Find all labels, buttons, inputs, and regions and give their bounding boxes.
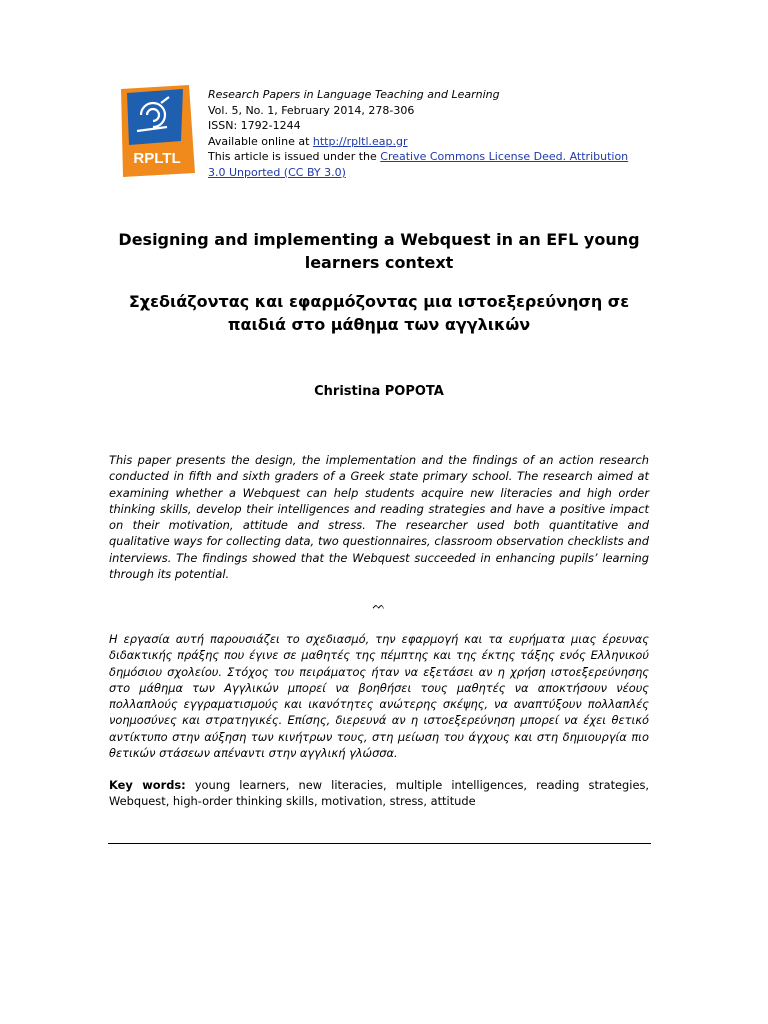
journal-name: Research Papers in Language Teaching and Learning (208, 88, 500, 101)
keywords-label: Key words: (109, 778, 186, 792)
abstract-english: This paper presents the design, the implementation and the findings of an action research conducted in fifth and sixth graders of a Greek state primary school. The research aimed at examining whether a Webquest can help students acquire new literacies and high order thinking skills, develop their intelligences and reading strategies and have a positive impact on their motivation, attitude and stress. The researcher used both quantitative and qualitative ways for collecting data, two questionnaires, classroom observation checklists and interviews. The findings showed that the Webquest succeeded in enhancing pupils’ learning through its potential. (109, 453, 649, 582)
ornament-separator-icon: ᨓ (372, 599, 386, 612)
logo-text: RPLTL (133, 150, 181, 167)
keywords-text: young learners, new literacies, multiple intelligences, reading strategies, Webquest, high-order thinking skills, motivation, stress, attitude (109, 778, 650, 809)
license-prefix: This article is issued under the (208, 150, 381, 163)
author-name: Christina POPOTA (314, 384, 444, 399)
keywords (109, 777, 649, 810)
abstract-greek: Η εργασία αυτή παρουσιάζει το σχεδιασμό, την εφαρμογή και τα ευρήματα μιας έρευνας διδακτικής πράξης που έγινε σε μαθητές της πέμπτης και της έκτης τάξης ενός Ελληνικού δημόσιου σχολείου. Στόχος του πειράματος ήταν να εξετάσει αν η χρήση ιστοεξερεύνησης στο μάθημα των Αγγλικών μπορεί να βοηθήσει τους μαθητές να αποκτήσουν νέους πολλαπλούς εγγραματισμούς και ικανότητες ανώτερης σκέψης, να αναπτύξουν πολλαπλές νοημοσύνες και στρατηγικές. Επίσης, διερευνά αν η ιστοεξερεύνηση μπορεί να έχει θετικό αντίκτυπο στην αύξηση των κινήτρων τους, στη μείωση του άγχους και στη δημιουργία πιο θετικών στάσεων απέναντι στην αγγλική γλώσσα. (109, 632, 649, 761)
availability-prefix: Available online at (208, 134, 313, 148)
journal-volume: Vol. 5, No. 1, February 2014, 278-306 (208, 103, 415, 117)
journal-url-link[interactable]: http://rpltl.eap.gr (312, 134, 408, 148)
availability-line (208, 134, 648, 150)
paper-title-greek: Σχεδιάζοντας και εφαρμόζοντας μια ιστοεξερεύνηση σε παιδιά στο μάθημα των αγγλικών (128, 292, 630, 334)
license-link[interactable]: Creative Commons License Deed. Attribution 3.0 Unported (CC BY 3.0) (208, 150, 629, 179)
journal-header (208, 87, 648, 180)
footnote-divider (108, 843, 651, 844)
license-line (208, 149, 648, 180)
paper-title-english: Designing and implementing a Webquest in an EFL young learners context (118, 230, 640, 272)
journal-issn: ISSN: 1792-1244 (208, 119, 301, 132)
rpltl-logo (117, 85, 197, 181)
